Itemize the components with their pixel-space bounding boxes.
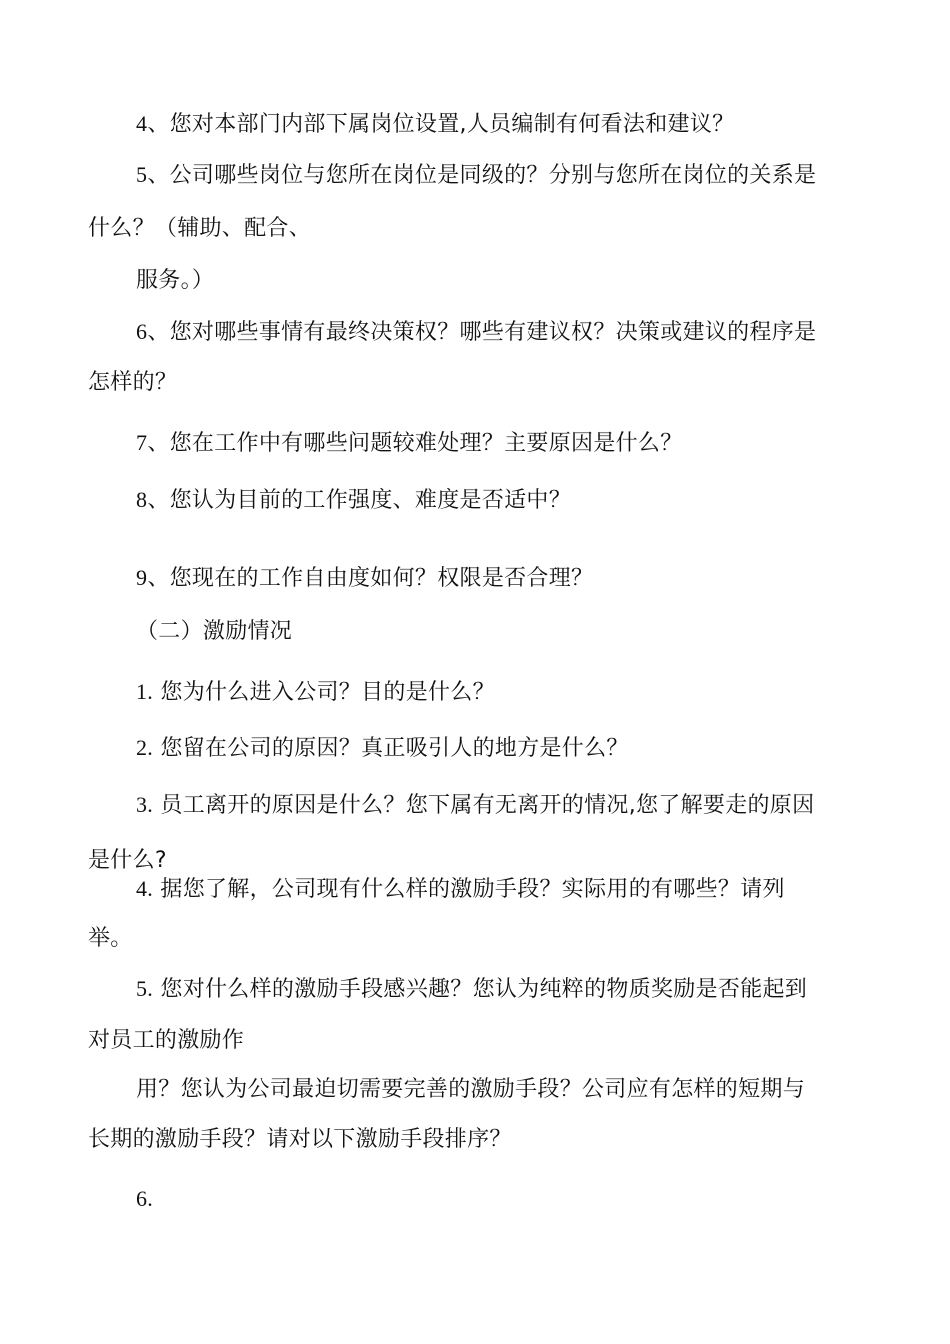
question-5-continuation-2 <box>136 266 214 296</box>
item-text: 据您了解，公司现有什么样的激励手段？实际用的有哪些？请列 <box>160 877 785 902</box>
incentive-question-4-continuation <box>88 924 133 954</box>
item-text: 对员工的激励作 <box>88 1028 245 1053</box>
item-number: 1. <box>136 679 154 704</box>
question-5-continuation <box>88 214 311 244</box>
incentive-question-5 <box>136 974 807 1005</box>
question-7-line <box>136 428 683 459</box>
incentive-question-3-continuation <box>88 846 167 876</box>
item-text: 用？您认为公司最迫切需要完善的激励手段？公司应有怎样的短期与 <box>136 1077 806 1102</box>
item-text: 您对哪些事情有最终决策权？哪些有建议权？决策或建议的程序是 <box>169 320 817 345</box>
item-number: 6 <box>136 319 148 344</box>
incentive-question-1 <box>136 677 495 708</box>
item-text: 您在工作中有哪些问题较难处理？主要原因是什么？ <box>169 431 683 456</box>
item-text: 举。 <box>88 926 133 951</box>
item-text: 公司哪些岗位与您所在岗位是同级的？分别与您所在岗位的关系是 <box>169 163 817 188</box>
question-4-line <box>136 109 734 140</box>
item-separator: 、 <box>147 566 170 591</box>
item-number: 7 <box>136 430 148 455</box>
incentive-question-4 <box>136 874 785 905</box>
item-number: 6. <box>136 1186 154 1211</box>
question-8-line <box>136 485 571 516</box>
item-text: 您为什么进入公司？目的是什么？ <box>160 680 495 705</box>
question-9-line <box>136 563 593 594</box>
incentive-question-5-continuation-2 <box>136 1075 805 1105</box>
item-text: 服务。） <box>136 268 215 293</box>
incentive-question-5-continuation-3 <box>88 1125 512 1155</box>
item-text: 您对本部门内部下属岗位设置,人员编制有何看法和建议？ <box>169 112 735 137</box>
item-separator: 、 <box>147 112 170 137</box>
item-separator: 、 <box>147 431 170 456</box>
item-text: 您留在公司的原因？真正吸引人的地方是什么？ <box>160 736 629 761</box>
item-text: 怎样的？ <box>88 370 178 395</box>
incentive-question-2 <box>136 733 629 764</box>
item-number: 9 <box>136 565 148 590</box>
item-number: 5. <box>136 976 154 1001</box>
item-text: 是什么? <box>88 848 167 873</box>
item-text: 您现在的工作自由度如何？权限是否合理？ <box>169 566 594 591</box>
item-number: 2. <box>136 735 154 760</box>
question-5-line <box>136 160 816 191</box>
question-6-line <box>136 317 816 348</box>
section-heading <box>136 617 292 647</box>
section-heading-text: （二）激励情况 <box>136 619 293 644</box>
incentive-question-3 <box>136 790 814 821</box>
item-number: 5 <box>136 162 148 187</box>
item-separator: 、 <box>147 163 170 188</box>
question-6-continuation <box>88 368 177 398</box>
item-text: 您对什么样的激励手段感兴趣？您认为纯粹的物质奖励是否能起到 <box>160 977 808 1002</box>
item-text: 什么？（辅助、配合、 <box>88 216 312 241</box>
item-separator: 、 <box>147 320 170 345</box>
item-text: 您认为目前的工作强度、难度是否适中？ <box>169 488 572 513</box>
incentive-question-6 <box>136 1184 153 1215</box>
item-number: 3. <box>136 792 154 817</box>
item-text: 员工离开的原因是什么？您下属有无离开的情况,您了解要走的原因 <box>160 793 815 818</box>
item-separator: 、 <box>147 488 170 513</box>
item-number: 8 <box>136 487 148 512</box>
item-number: 4. <box>136 876 154 901</box>
incentive-question-5-continuation <box>88 1026 244 1056</box>
item-number: 4 <box>136 111 148 136</box>
item-text: 长期的激励手段？请对以下激励手段排序？ <box>88 1127 512 1152</box>
